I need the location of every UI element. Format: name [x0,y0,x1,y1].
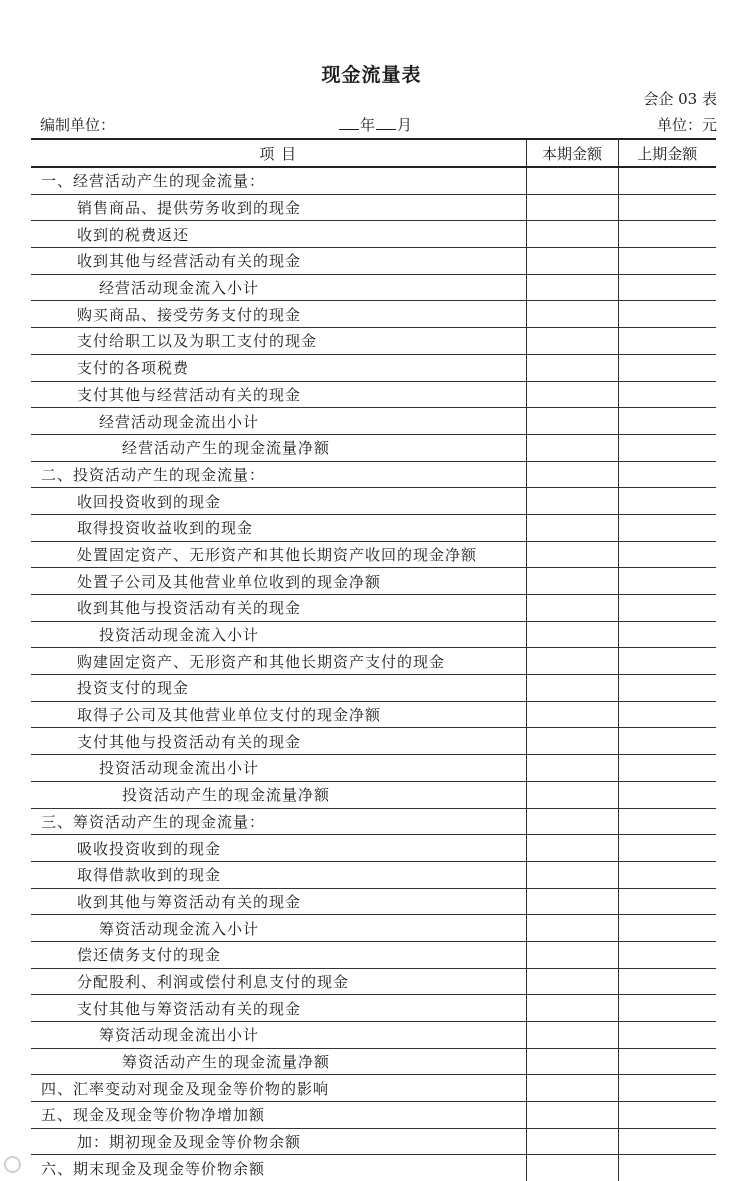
current-amount-cell[interactable] [526,861,618,888]
preparing-unit-label: 编制单位： [40,116,116,134]
current-amount-cell[interactable] [526,248,618,275]
row-label: 支付其他与筹资活动有关的现金 [31,995,526,1022]
table-row [31,514,716,541]
current-amount-cell[interactable] [526,1022,618,1049]
table-row [31,621,716,648]
table-row [31,1155,716,1181]
current-amount-cell[interactable] [526,595,618,622]
table-row [31,488,716,515]
previous-amount-cell[interactable] [618,301,716,328]
row-label: 六、期末现金及现金等价物余额 [41,1159,266,1178]
row-label: 经营活动现金流出小计 [31,408,526,435]
previous-amount-cell[interactable] [618,354,716,381]
current-amount-cell[interactable] [526,221,618,248]
current-amount-cell[interactable] [526,194,618,221]
currency-unit-label: 单位：元 [656,116,717,134]
current-amount-cell[interactable] [526,755,618,782]
current-amount-cell[interactable] [526,781,618,808]
row-label: 收到的税费返还 [31,221,526,248]
previous-amount-cell[interactable] [618,621,716,648]
table-row [31,968,716,995]
row-label: 筹资活动现金流入小计 [31,915,526,942]
current-amount-cell[interactable] [526,621,618,648]
row-label: 收到其他与经营活动有关的现金 [31,248,526,275]
table-row [31,595,716,622]
row-label: 购建固定资产、无形资产和其他长期资产支付的现金 [31,648,526,675]
current-amount-cell[interactable] [526,328,618,355]
table-row [31,541,716,568]
current-amount-cell[interactable] [526,381,618,408]
row-label: 投资活动现金流入小计 [31,621,526,648]
row-label: 收回投资收到的现金 [31,488,526,515]
row-label: 筹资活动现金流出小计 [31,1022,526,1049]
previous-amount-cell[interactable] [618,568,716,595]
previous-amount-cell[interactable] [618,1102,716,1129]
current-amount-cell[interactable] [526,968,618,995]
row-label: 取得投资收益收到的现金 [31,514,526,541]
previous-amount-cell[interactable] [618,941,716,968]
current-amount-cell[interactable] [526,675,618,702]
column-header-item: 项 目 [31,139,526,167]
watermark [4,1156,23,1173]
table-row [31,941,716,968]
previous-amount-cell[interactable] [618,1075,716,1102]
table-row [31,461,716,488]
current-amount-cell[interactable] [526,995,618,1022]
table-row [31,808,716,835]
row-label: 购买商品、接受劳务支付的现金 [31,301,526,328]
row-label: 偿还债务支付的现金 [31,941,526,968]
current-amount-cell[interactable] [526,835,618,862]
current-amount-cell[interactable] [526,1048,618,1075]
current-amount-cell[interactable] [526,274,618,301]
current-amount-cell[interactable] [526,568,618,595]
previous-amount-cell[interactable] [618,808,716,835]
table-row [31,861,716,888]
current-amount-cell[interactable] [526,434,618,461]
column-header-previous: 上期金额 [618,139,716,167]
previous-amount-cell[interactable] [618,1048,716,1075]
previous-amount-cell[interactable] [618,861,716,888]
previous-amount-cell[interactable] [618,675,716,702]
row-label: 支付的各项税费 [31,354,526,381]
table-row [31,1048,716,1075]
row-label: 处置固定资产、无形资产和其他长期资产收回的现金净额 [31,541,526,568]
period-field [338,114,412,135]
current-amount-cell[interactable] [526,728,618,755]
current-amount-cell[interactable] [526,354,618,381]
table-row [31,648,716,675]
table-row [31,408,716,435]
table-row [31,221,716,248]
row-label: 投资活动现金流出小计 [31,755,526,782]
table-row [31,248,716,275]
current-amount-cell[interactable] [526,1075,618,1102]
previous-amount-cell[interactable] [618,728,716,755]
page-title: 现金流量表 [321,64,422,86]
row-label: 支付其他与投资活动有关的现金 [31,728,526,755]
current-amount-cell[interactable] [526,541,618,568]
form-code: 会企 03 表 [643,90,717,108]
previous-amount-cell[interactable] [618,968,716,995]
previous-amount-cell[interactable] [618,488,716,515]
table-row [31,354,716,381]
table-row [31,301,716,328]
table-row [31,1102,716,1129]
current-amount-cell[interactable] [526,701,618,728]
previous-amount-cell[interactable] [618,1128,716,1155]
previous-amount-cell[interactable] [618,888,716,915]
table-row [31,675,716,702]
previous-amount-cell[interactable] [618,648,716,675]
row-label: 支付其他与经营活动有关的现金 [31,381,526,408]
row-label: 收到其他与投资活动有关的现金 [31,595,526,622]
previous-amount-cell[interactable] [618,995,716,1022]
previous-amount-cell[interactable] [618,781,716,808]
previous-amount-cell[interactable] [618,1022,716,1049]
current-amount-cell[interactable] [526,808,618,835]
previous-amount-cell[interactable] [618,167,716,194]
current-amount-cell[interactable] [526,167,618,194]
previous-amount-cell[interactable] [618,381,716,408]
row-label: 取得子公司及其他营业单位支付的现金净额 [31,701,526,728]
table-row [31,167,716,194]
table-header-row [31,139,716,167]
table-row [31,1075,716,1102]
table-row [31,995,716,1022]
row-label: 分配股利、利润或偿付利息支付的现金 [31,968,526,995]
row-label: 筹资活动产生的现金流量净额 [31,1048,526,1075]
row-label: 五、现金及现金等价物净增加额 [31,1102,526,1129]
previous-amount-cell[interactable] [618,595,716,622]
table-row [31,274,716,301]
table-row [31,194,716,221]
row-label: 处置子公司及其他营业单位收到的现金净额 [31,568,526,595]
previous-amount-cell[interactable] [618,328,716,355]
table-row [31,835,716,862]
current-amount-cell[interactable] [526,1155,618,1181]
current-amount-cell[interactable] [526,888,618,915]
previous-amount-cell[interactable] [618,915,716,942]
current-amount-cell[interactable] [526,408,618,435]
row-label: 一、经营活动产生的现金流量： [31,167,526,194]
month-blank[interactable] [376,115,396,130]
previous-amount-cell[interactable] [618,248,716,275]
row-label: 二、投资活动产生的现金流量： [31,461,526,488]
table-row [31,915,716,942]
previous-amount-cell[interactable] [618,434,716,461]
previous-amount-cell[interactable] [618,221,716,248]
table-row [31,755,716,782]
column-header-current: 本期金额 [526,139,618,167]
row-label: 收到其他与筹资活动有关的现金 [31,888,526,915]
row-label: 经营活动现金流入小计 [31,274,526,301]
table-row [31,1022,716,1049]
row-label: 加：期初现金及现金等价物余额 [31,1128,526,1155]
table-row [31,728,716,755]
current-amount-cell[interactable] [526,915,618,942]
table-row [31,328,716,355]
table-row [31,568,716,595]
previous-amount-cell[interactable] [618,461,716,488]
current-amount-cell[interactable] [526,1128,618,1155]
table-row [31,781,716,808]
table-row [31,381,716,408]
row-label: 投资活动产生的现金流量净额 [31,781,526,808]
row-label: 支付给职工以及为职工支付的现金 [31,328,526,355]
current-amount-cell[interactable] [526,941,618,968]
year-blank[interactable] [339,115,359,130]
table-row [31,1128,716,1155]
row-label: 经营活动产生的现金流量净额 [31,434,526,461]
current-amount-cell[interactable] [526,488,618,515]
row-label: 取得借款收到的现金 [31,861,526,888]
previous-amount-cell[interactable] [618,274,716,301]
row-label: 四、汇率变动对现金及现金等价物的影响 [31,1075,526,1102]
previous-amount-cell[interactable] [618,541,716,568]
table-row [31,434,716,461]
current-amount-cell[interactable] [526,461,618,488]
previous-amount-cell[interactable] [618,514,716,541]
previous-amount-cell[interactable] [618,1155,716,1181]
table-row [31,701,716,728]
previous-amount-cell[interactable] [618,408,716,435]
current-amount-cell[interactable] [526,648,618,675]
month-label: 月 [397,116,413,134]
current-amount-cell[interactable] [526,301,618,328]
row-label: 销售商品、提供劳务收到的现金 [31,194,526,221]
row-label: 吸收投资收到的现金 [31,835,526,862]
table-row [31,888,716,915]
previous-amount-cell[interactable] [618,755,716,782]
current-amount-cell[interactable] [526,1102,618,1129]
previous-amount-cell[interactable] [618,835,716,862]
year-label: 年 [360,116,376,134]
cash-flow-table [31,138,716,1181]
current-amount-cell[interactable] [526,514,618,541]
row-label: 三、筹资活动产生的现金流量： [31,808,526,835]
previous-amount-cell[interactable] [618,194,716,221]
watermark-logo-icon [4,1156,21,1173]
row-label: 投资支付的现金 [31,675,526,702]
previous-amount-cell[interactable] [618,701,716,728]
